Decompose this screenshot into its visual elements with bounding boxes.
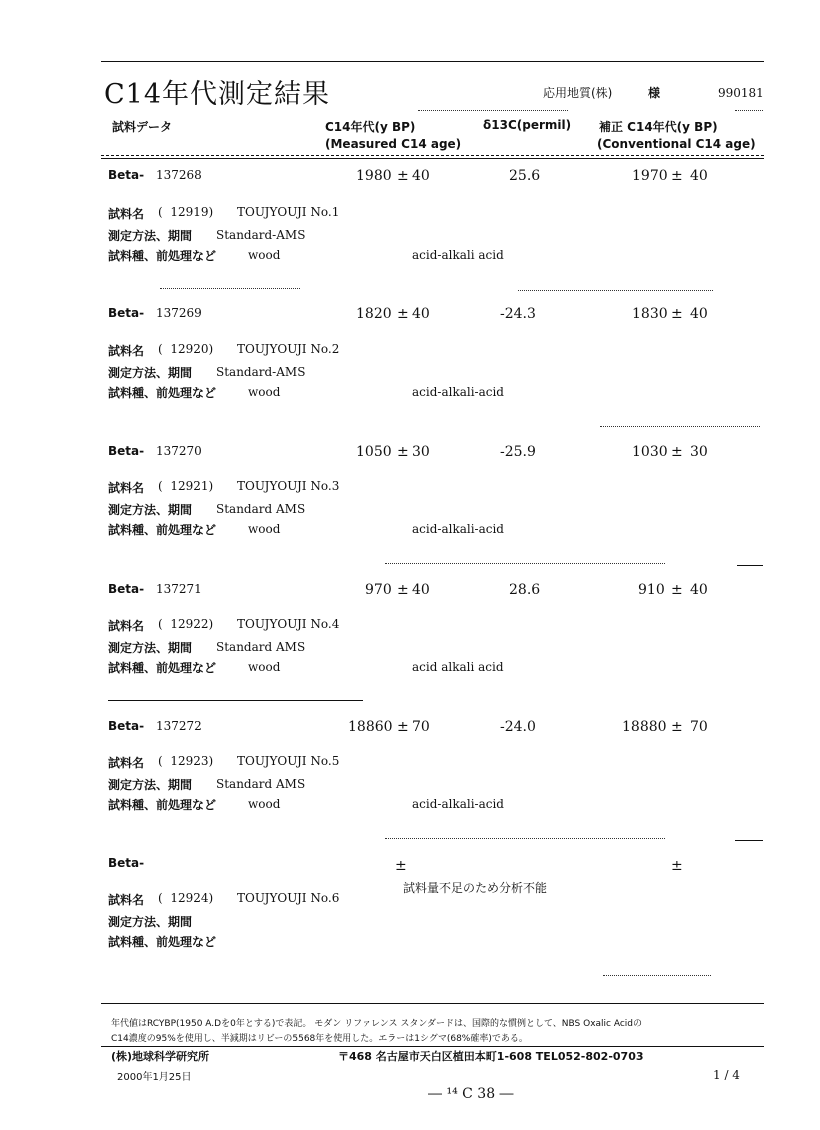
pretreatment-value: acid-alkali-acid xyxy=(412,522,504,536)
sample-name: TOUJYOUJI No.5 xyxy=(237,754,340,768)
column-conventional-age-en: (Conventional C14 age) xyxy=(597,137,756,151)
sample-number: ( 12924) xyxy=(158,891,214,905)
lab-company-name: (株)地球科学研究所 xyxy=(111,1050,210,1063)
sample-name-label: 試料名 xyxy=(108,481,145,495)
row-separator xyxy=(160,288,300,289)
sample-name-label: 試料名 xyxy=(108,893,145,907)
plus-minus: ± xyxy=(397,719,409,735)
analysis-not-possible-note: 試料量不足のため分析不能 xyxy=(403,881,548,895)
conventional-age: 1970 xyxy=(632,168,668,184)
footer-note-line-2: C14濃度の95%を使用し、半減期はリビーの5568年を使用した。エラーは1シグマ(68%確率)である。 xyxy=(111,1034,528,1044)
lab-address: 〒468 名古屋市天白区植田本町1-608 TEL052-802-0703 xyxy=(338,1050,644,1063)
plus-minus: ± xyxy=(397,582,409,598)
sample-name-label: 試料名 xyxy=(108,344,145,358)
measured-age: 970 xyxy=(365,582,392,598)
delta13c-value: 28.6 xyxy=(509,582,541,598)
method-label: 測定方法、期間 xyxy=(108,641,193,655)
page-title: C14年代測定結果 xyxy=(104,79,331,110)
plus-minus: ± xyxy=(397,444,409,460)
material-value: wood xyxy=(248,248,281,262)
material-label: 試料種、前処理など xyxy=(108,798,217,812)
sample-number: ( 12922) xyxy=(158,617,214,631)
plus-minus: ± xyxy=(671,168,683,184)
sample-number: ( 12923) xyxy=(158,754,214,768)
column-measured-age: C14年代(y BP) xyxy=(325,120,416,134)
conventional-age: 910 xyxy=(638,582,665,598)
sample-number: ( 12919) xyxy=(158,205,214,219)
beta-label: Beta- xyxy=(108,719,145,733)
plus-minus: ± xyxy=(671,858,683,874)
method-label: 測定方法、期間 xyxy=(108,366,193,380)
conventional-error: 40 xyxy=(690,582,708,598)
delta13c-value: -24.0 xyxy=(500,719,536,735)
material-value: wood xyxy=(248,385,281,399)
footer-top-rule xyxy=(101,1003,764,1004)
method-value: Standard-AMS xyxy=(216,365,306,379)
material-label: 試料種、前処理など xyxy=(108,249,217,263)
sample-name-label: 試料名 xyxy=(108,756,145,770)
material-label: 試料種、前処理など xyxy=(108,935,217,949)
sample-name-label: 試料名 xyxy=(108,207,145,221)
beta-number: 137271 xyxy=(156,582,202,596)
method-value: Standard AMS xyxy=(216,777,306,791)
row-separator xyxy=(108,700,363,701)
delta13c-value: 25.6 xyxy=(509,168,541,184)
column-sample-data: 試料データ xyxy=(112,120,173,134)
client-name: 応用地質(株) xyxy=(543,86,613,100)
header-dash-right xyxy=(735,110,763,111)
conventional-error: 40 xyxy=(690,168,708,184)
sample-name: TOUJYOUJI No.3 xyxy=(237,479,340,493)
conventional-age: 1030 xyxy=(632,444,668,460)
header-bottom-rule xyxy=(101,155,764,156)
pretreatment-value: acid-alkali acid xyxy=(412,248,504,262)
top-rule xyxy=(101,61,764,62)
sample-name: TOUJYOUJI No.6 xyxy=(237,891,340,905)
method-value: Standard AMS xyxy=(216,640,306,654)
material-value: wood xyxy=(248,660,281,674)
plus-minus: ± xyxy=(671,306,683,322)
sample-name: TOUJYOUJI No.2 xyxy=(237,342,340,356)
method-label: 測定方法、期間 xyxy=(108,915,193,929)
footer-note-line-1: 年代値はRCYBP(1950 A.Dを0年とする)で表記。 モダン リファレンス スタンダードは、国際的な慣例として、NBS Oxalic Acidの xyxy=(111,1019,643,1029)
material-label: 試料種、前処理など xyxy=(108,386,217,400)
material-value: wood xyxy=(248,797,281,811)
beta-label: Beta- xyxy=(108,306,145,320)
column-delta13c: δ13C(permil) xyxy=(483,118,572,132)
sample-number: ( 12921) xyxy=(158,479,214,493)
material-label: 試料種、前処理など xyxy=(108,523,217,537)
row-separator xyxy=(737,565,763,566)
measured-age: 1980 xyxy=(356,168,392,184)
conventional-error: 70 xyxy=(690,719,708,735)
conventional-error: 30 xyxy=(690,444,708,460)
beta-number: 137270 xyxy=(156,444,202,458)
page-number: 1 / 4 xyxy=(713,1068,740,1082)
sample-name-label: 試料名 xyxy=(108,619,145,633)
pretreatment-value: acid alkali acid xyxy=(412,660,504,674)
beta-number: 137269 xyxy=(156,306,202,320)
row-separator xyxy=(518,290,713,291)
pretreatment-value: acid-alkali-acid xyxy=(412,385,504,399)
measured-error: 40 xyxy=(412,582,430,598)
row-separator xyxy=(600,426,760,427)
delta13c-value: -25.9 xyxy=(500,444,536,460)
method-label: 測定方法、期間 xyxy=(108,503,193,517)
measured-error: 30 xyxy=(412,444,430,460)
pretreatment-value: acid-alkali-acid xyxy=(412,797,504,811)
conventional-age: 1830 xyxy=(632,306,668,322)
plus-minus: ± xyxy=(671,719,683,735)
plus-minus: ± xyxy=(671,582,683,598)
header-dash xyxy=(418,110,568,111)
conventional-error: 40 xyxy=(690,306,708,322)
measured-age: 1820 xyxy=(356,306,392,322)
header-bottom-rule-2 xyxy=(101,158,764,159)
column-conventional-age: 補正 C14年代(y BP) xyxy=(599,120,718,134)
footer-rule xyxy=(101,1046,764,1047)
sample-name: TOUJYOUJI No.4 xyxy=(237,617,340,631)
measured-error: 70 xyxy=(412,719,430,735)
plus-minus: ± xyxy=(395,858,407,874)
method-value: Standard AMS xyxy=(216,502,306,516)
conventional-age: 18880 xyxy=(622,719,667,735)
report-date: 2000年1月25日 xyxy=(117,1072,192,1083)
measured-age: 1050 xyxy=(356,444,392,460)
beta-label: Beta- xyxy=(108,444,145,458)
beta-number: 137272 xyxy=(156,719,202,733)
beta-label: Beta- xyxy=(108,582,145,596)
page-mark: ― ¹⁴ C 38 ― xyxy=(428,1086,514,1102)
measured-error: 40 xyxy=(412,306,430,322)
plus-minus: ± xyxy=(397,306,409,322)
plus-minus: ± xyxy=(397,168,409,184)
measured-error: 40 xyxy=(412,168,430,184)
beta-number: 137268 xyxy=(156,168,202,182)
row-separator xyxy=(385,563,665,564)
method-label: 測定方法、期間 xyxy=(108,229,193,243)
delta13c-value: -24.3 xyxy=(500,306,536,322)
material-value: wood xyxy=(248,522,281,536)
report-number: 990181 xyxy=(718,86,764,100)
sample-name: TOUJYOUJI No.1 xyxy=(237,205,340,219)
row-separator xyxy=(735,840,763,841)
plus-minus: ± xyxy=(671,444,683,460)
method-value: Standard-AMS xyxy=(216,228,306,242)
method-label: 測定方法、期間 xyxy=(108,778,193,792)
row-separator xyxy=(385,838,665,839)
beta-label: Beta- xyxy=(108,856,145,870)
honorific: 様 xyxy=(648,86,661,100)
beta-label: Beta- xyxy=(108,168,145,182)
material-label: 試料種、前処理など xyxy=(108,661,217,675)
column-measured-age-en: (Measured C14 age) xyxy=(325,137,462,151)
measured-age: 18860 xyxy=(348,719,393,735)
row-separator xyxy=(603,975,711,976)
sample-number: ( 12920) xyxy=(158,342,214,356)
